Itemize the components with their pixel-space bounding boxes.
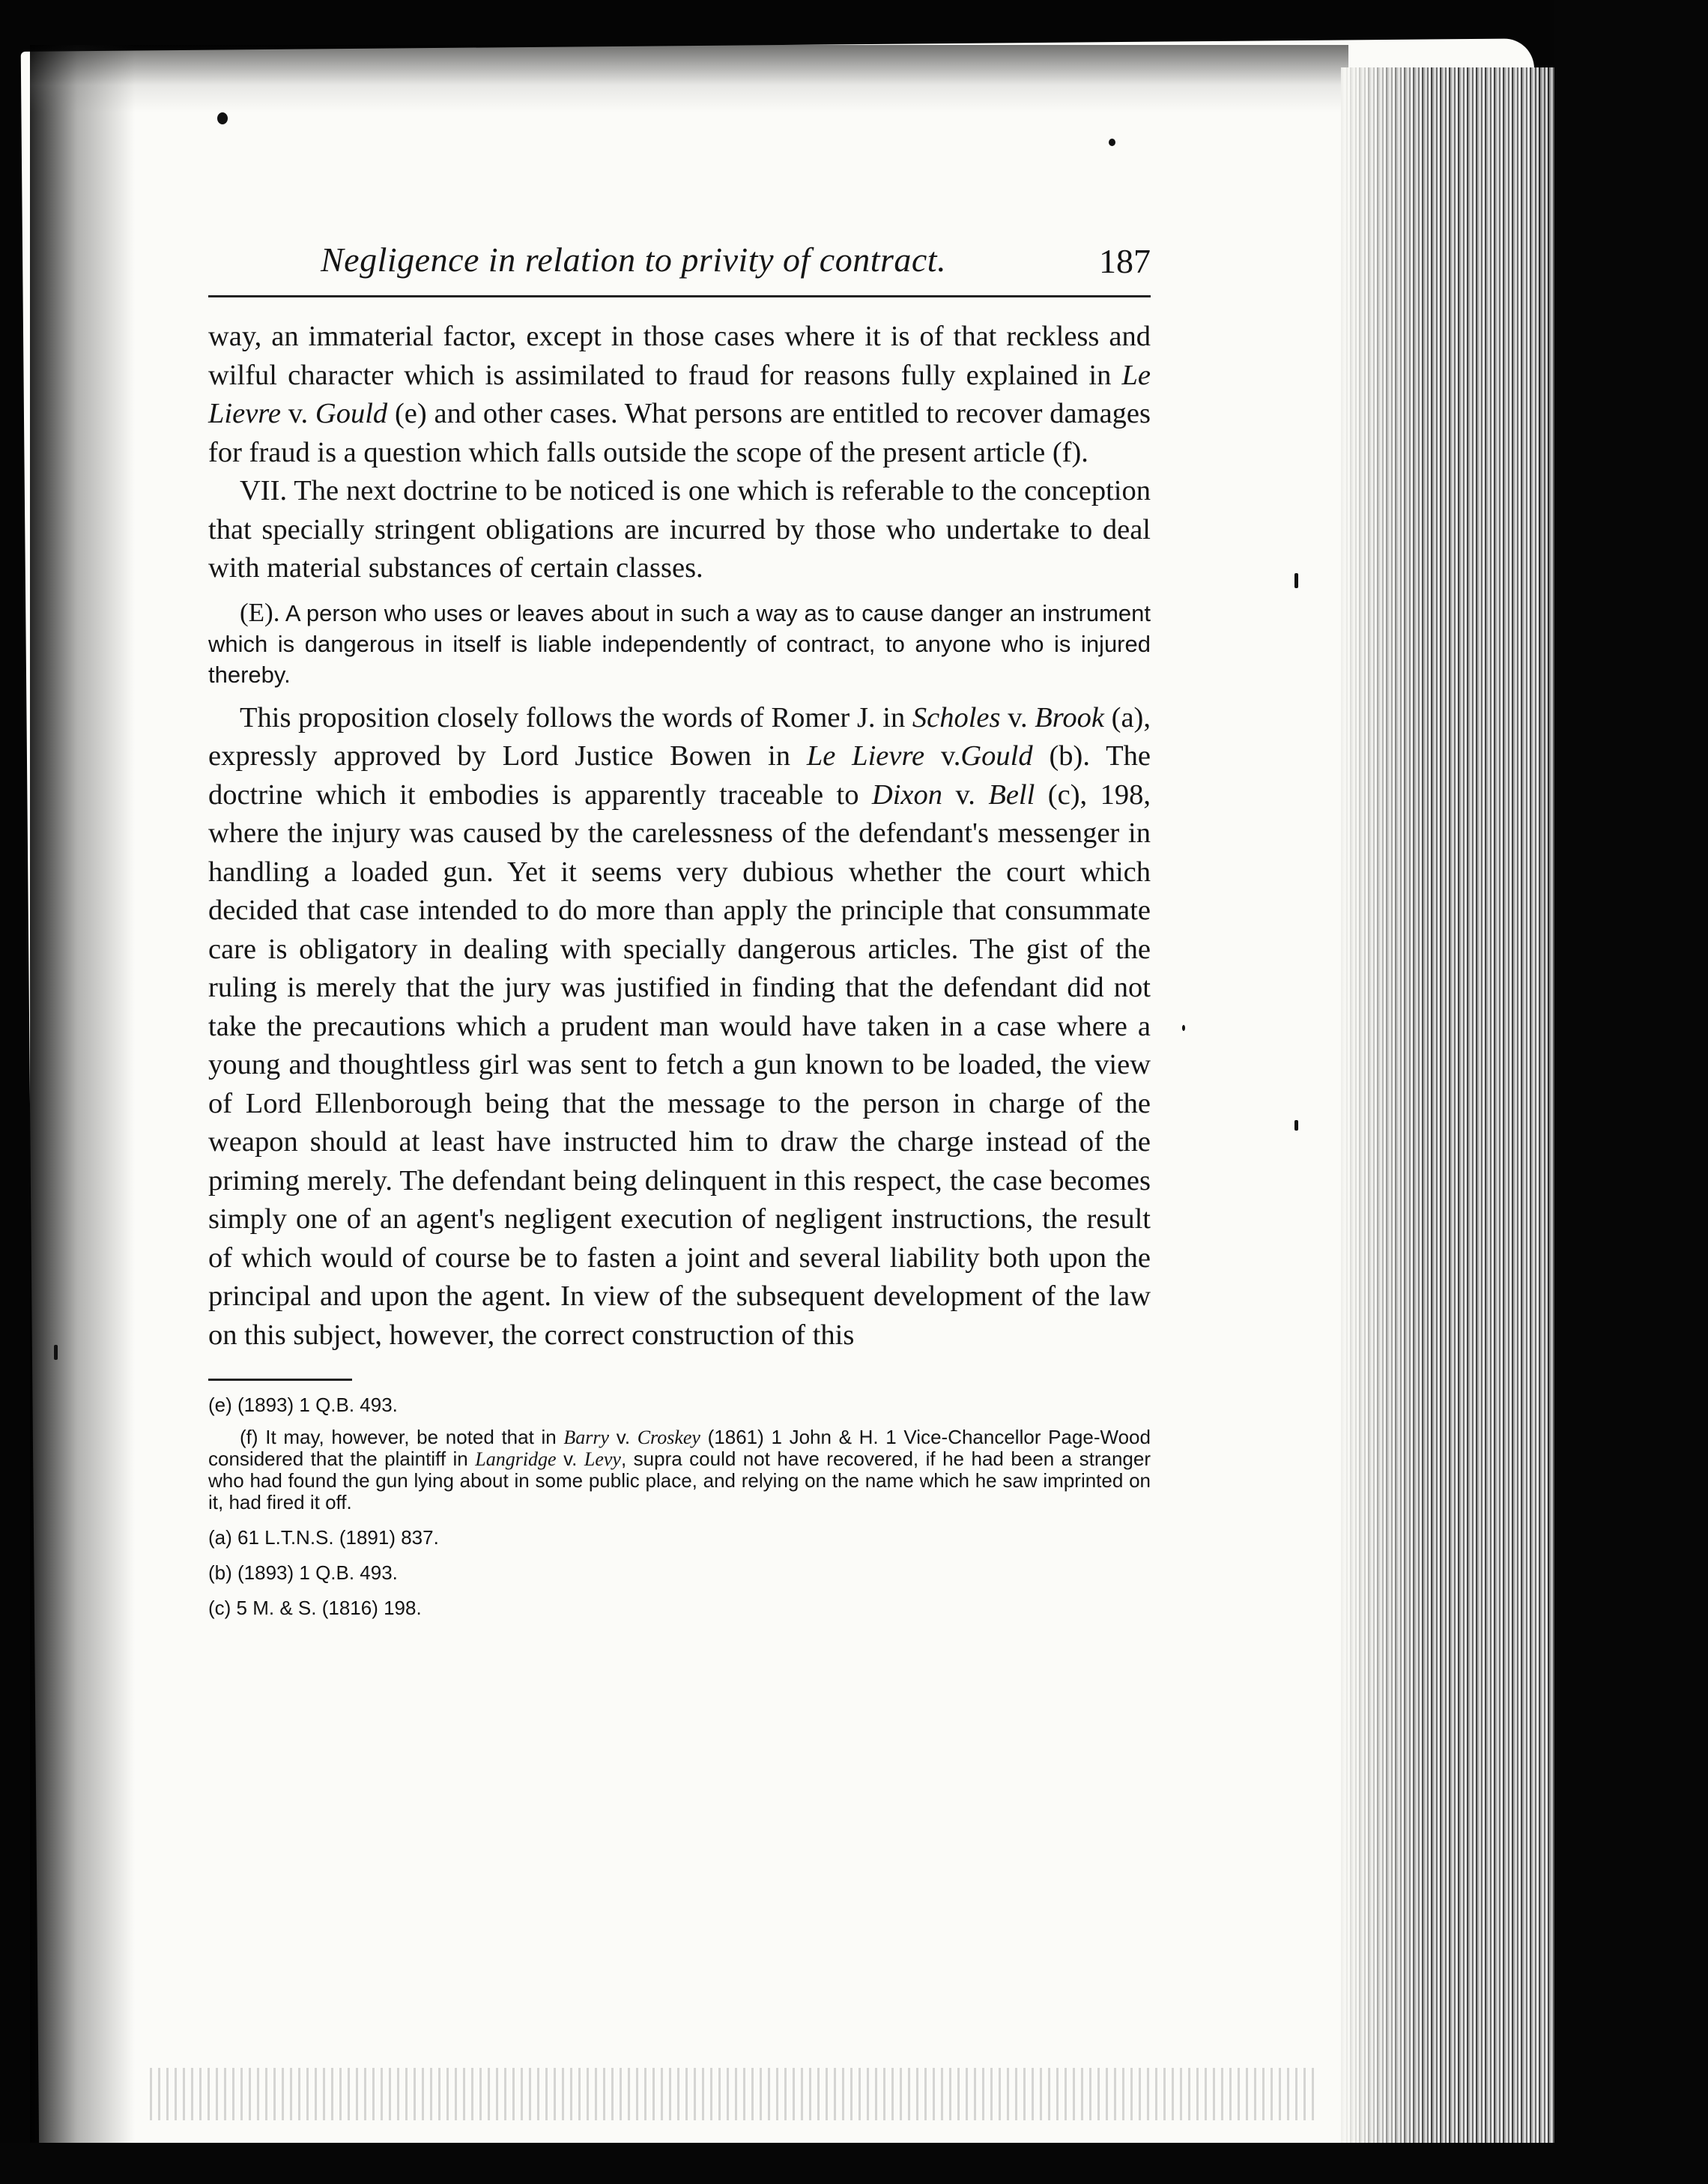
footnote-mark: (c) — [208, 1597, 231, 1619]
running-title: Negligence in relation to privity of contract. — [321, 241, 947, 279]
footnote-mark: (a) — [208, 1526, 232, 1549]
scan-noise — [150, 2068, 1318, 2120]
proposition-e — [208, 597, 1151, 690]
paragraph-2: VII. The next doctrine to be noticed is one which is referable to the conception that specially stringent obligations are incurred by those who undertake to deal with material substances of certain classes. — [208, 475, 1151, 584]
page-edge-fade — [1341, 67, 1431, 2158]
proposition-text: A person who uses or leaves about in such a way as to cause danger an instrument which is dangerous in itself is liable independently of contract, to anyone who is injured thereby. — [208, 599, 1151, 688]
footnote-mark: (e) — [208, 1394, 232, 1416]
case-name: Dixon — [871, 778, 943, 811]
page-top-shadow — [30, 45, 1348, 112]
running-head — [208, 240, 1151, 294]
ink-speck — [54, 1345, 58, 1360]
ink-speck — [1294, 573, 1298, 588]
ink-speck — [217, 112, 228, 124]
case-name: Le Lievre — [208, 359, 1151, 429]
footnote-c: (c) 5 M. & S. (1816) 198. — [208, 1597, 422, 1619]
ink-speck — [1182, 1025, 1185, 1031]
footnote-rule — [208, 1379, 352, 1381]
proposition-label: (E). — [240, 597, 280, 627]
scan-right-border — [1554, 0, 1708, 2184]
case-name: Bell — [988, 778, 1035, 811]
case-name: Croskey — [637, 1427, 700, 1448]
case-name: Barry — [563, 1427, 610, 1448]
footnote-mark: (b) — [208, 1561, 232, 1584]
page-gutter-shadow — [30, 45, 135, 2158]
paragraph-1: way, an immaterial factor, except in those cases where it is of that reckless and wilful character which is assimilated to fraud for reasons fully explained in Le Lievre v. Gould (e) and other cases. What persons are entitled to recover damages for fraud is a question which falls outside the scope of the present article (f). — [208, 321, 1151, 468]
ink-speck — [1294, 1120, 1298, 1131]
case-name: Brook — [1035, 701, 1104, 733]
page-content — [208, 240, 1151, 1619]
case-name: Gould — [315, 398, 388, 429]
footnote-mark: (f) — [240, 1426, 258, 1448]
footnote-f: (f) It may, however, be noted that in Barry v. Croskey (1861) 1 John & H. 1 Vice-Chancellor Page-Wood considered that the plaintiff in Langridge v. Levy, supra could not have recovered, if he had been a stranger who had found the gun lying about in some public place, and relying on the name which he saw imprinted on it, had fired it off. — [208, 1426, 1151, 1513]
paragraph-3: This proposition closely follows the words of Romer J. in Scholes v. Brook (a), expressly approved by Lord Justice Bowen in Le Lievre v.Gould (b). The doctrine which it embodies is apparently traceable to Dixon v. Bell (c), 198, where the injury was caused by the carelessness of the defendant's messenger in handling a loaded gun. Yet it seems very dubious whether the court which decided that case intended to do more than apply the principle that consummate care is obligatory in dealing with specially dangerous articles. The gist of the ruling is merely that the jury was justified in finding that the defendant did not take the precautions which a prudent man would have taken in a case where a young and thoughtless girl was sent to fetch a gun known to be loaded, the view of Lord Ellenborough being that the message to the person in charge of the weapon should at least have instructed him to draw the charge instead of the priming merely. The defendant being delinquent in this respect, the case becomes simply one of an agent's negligent execution of negligent instructions, the result of which would of course be to fasten a joint and several liability both upon the principal and upon the agent. In view of the subsequent development of the law on this subject, however, the correct construction of this — [208, 701, 1151, 1351]
page-number: 187 — [1099, 242, 1151, 280]
case-name: Le Lievre — [806, 740, 925, 772]
case-name: Levy — [584, 1448, 621, 1470]
case-name: Gould — [960, 740, 1033, 772]
case-name: Langridge — [475, 1448, 557, 1470]
footnote-a: (a) 61 L.T.N.S. (1891) 837. — [208, 1526, 439, 1549]
ink-speck — [1109, 139, 1115, 146]
scan-bottom-border — [0, 2143, 1708, 2184]
case-name: Scholes — [912, 701, 1001, 733]
footnote-e: (e) (1893) 1 Q.B. 493. — [208, 1394, 398, 1416]
footnote-b: (b) (1893) 1 Q.B. 493. — [208, 1561, 398, 1584]
header-rule — [208, 295, 1151, 297]
